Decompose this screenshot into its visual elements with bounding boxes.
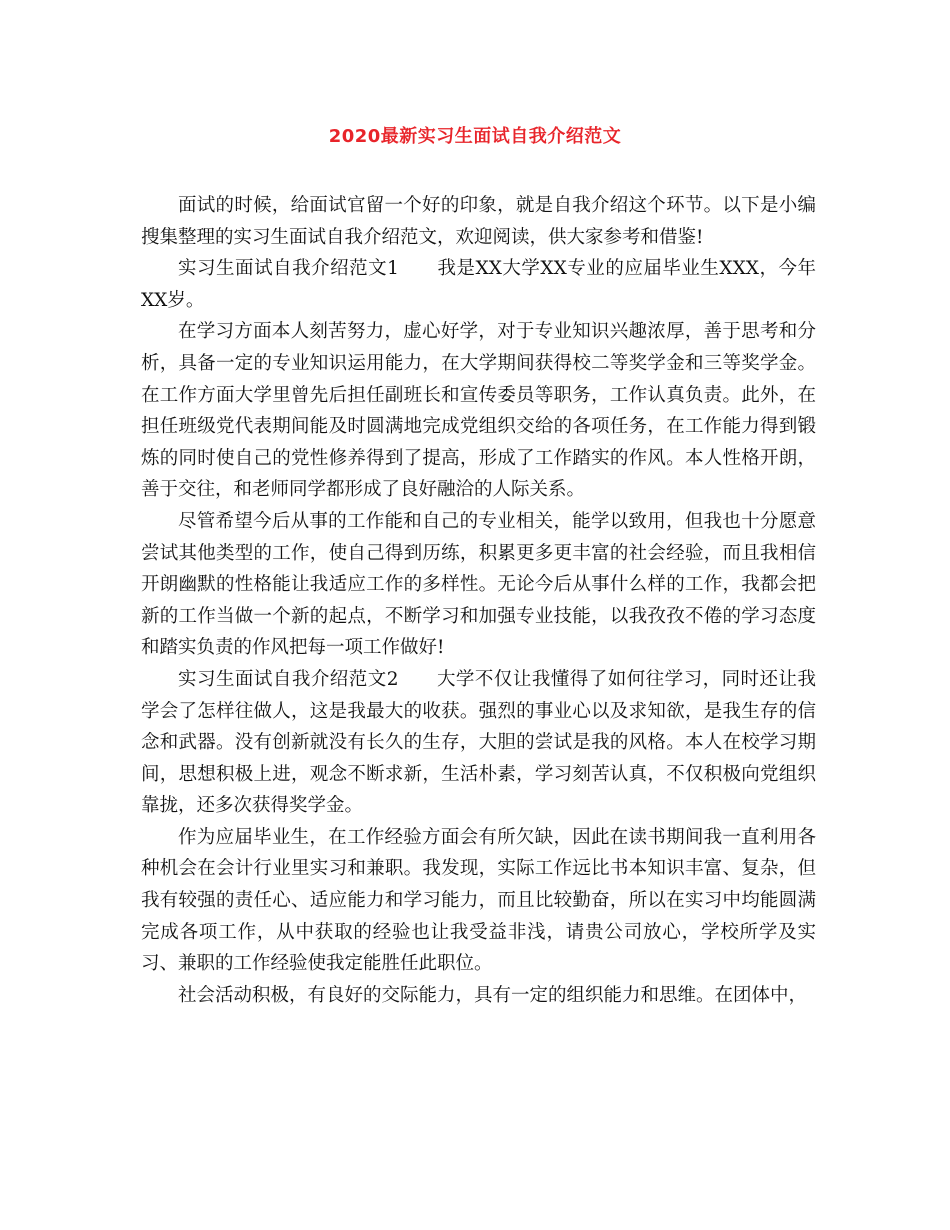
sample1-opening-text: 我是XX大学XX专业的应届毕业生XXX，今年XX岁。 [141,258,816,311]
document-title: 2020最新实习生面试自我介绍范文 [328,126,622,147]
paragraph-sample1-hope: 尽管希望今后从事的工作能和自己的专业相关，能学以致用，但我也十分愿意尝试其他类型的工作，使自己得到历练，积累更多更丰富的社会经验，而且我相信开朗幽默的性格能让我适应工作的多样性。无论今后从事什么样的工作，我都会把新的工作当做一个新的起点，不断学习和加强专业技能，以我孜孜不倦的学习态度和踏实负责的作风把每一项工作做好! [141,510,816,659]
paragraph-sample1-opening [141,253,816,316]
paragraph-sample1-study: 在学习方面本人刻苦努力，虚心好学，对于专业知识兴趣浓厚，善于思考和分析，具备一定的专业知识运用能力，在大学期间获得校二等奖学金和三等奖学金。在工作方面大学里曾先后担任副班长和宣传委员等职务，工作认真负责。此外，在担任班级党代表期间能及时圆满地完成党组织交给的各项任务，在工作能力得到锻炼的同时使自己的党性修养得到了提高，形成了工作踏实的作风。本人性格开朗，善于交往，和老师同学都形成了良好融洽的人际关系。 [141,321,816,501]
heading-gap [399,258,438,279]
sample-heading-2: 实习生面试自我介绍范文2 [178,668,399,690]
heading-gap [399,669,437,690]
document-body [141,190,816,1011]
paragraph-intro: 面试的时候，给面试官留一个好的印象，就是自我介绍这个环节。以下是小编搜集整理的实习生面试自我介绍范文，欢迎阅读，供大家参考和借鉴! [141,195,816,248]
paragraph-sample2-experience: 作为应届毕业生，在工作经验方面会有所欠缺，因此在读书期间我一直利用各种机会在会计行业里实习和兼职。我发现，实际工作远比书本知识丰富、复杂，但我有较强的责任心、适应能力和学习能力，而且比较勤奋，所以在实习中均能圆满完成各项工作，从中获取的经验也让我受益非浅，请贵公司放心，学校所学及实习、兼职的工作经验使我定能胜任此职位。 [141,826,816,975]
paragraph-sample2-opening [141,664,816,822]
paragraph-sample2-social: 社会活动积极，有良好的交际能力，具有一定的组织能力和思维。在团体中， [178,984,808,1006]
sample2-opening-text: 大学不仅让我懂得了如何往学习，同时还让我学会了怎样往做人，这是我最大的收获。强烈的事业心以及求知欲，是我生存的信念和武器。没有创新就没有长久的生存，大胆的尝试是我的风格。本人在校学习期间，思想积极上进，观念不断求新，生活朴素，学习刻苦认真，不仅积极向党组织靠拢，还多次获得奖学金。 [141,668,816,817]
sample-heading-1: 实习生面试自我介绍范文1 [178,258,399,280]
